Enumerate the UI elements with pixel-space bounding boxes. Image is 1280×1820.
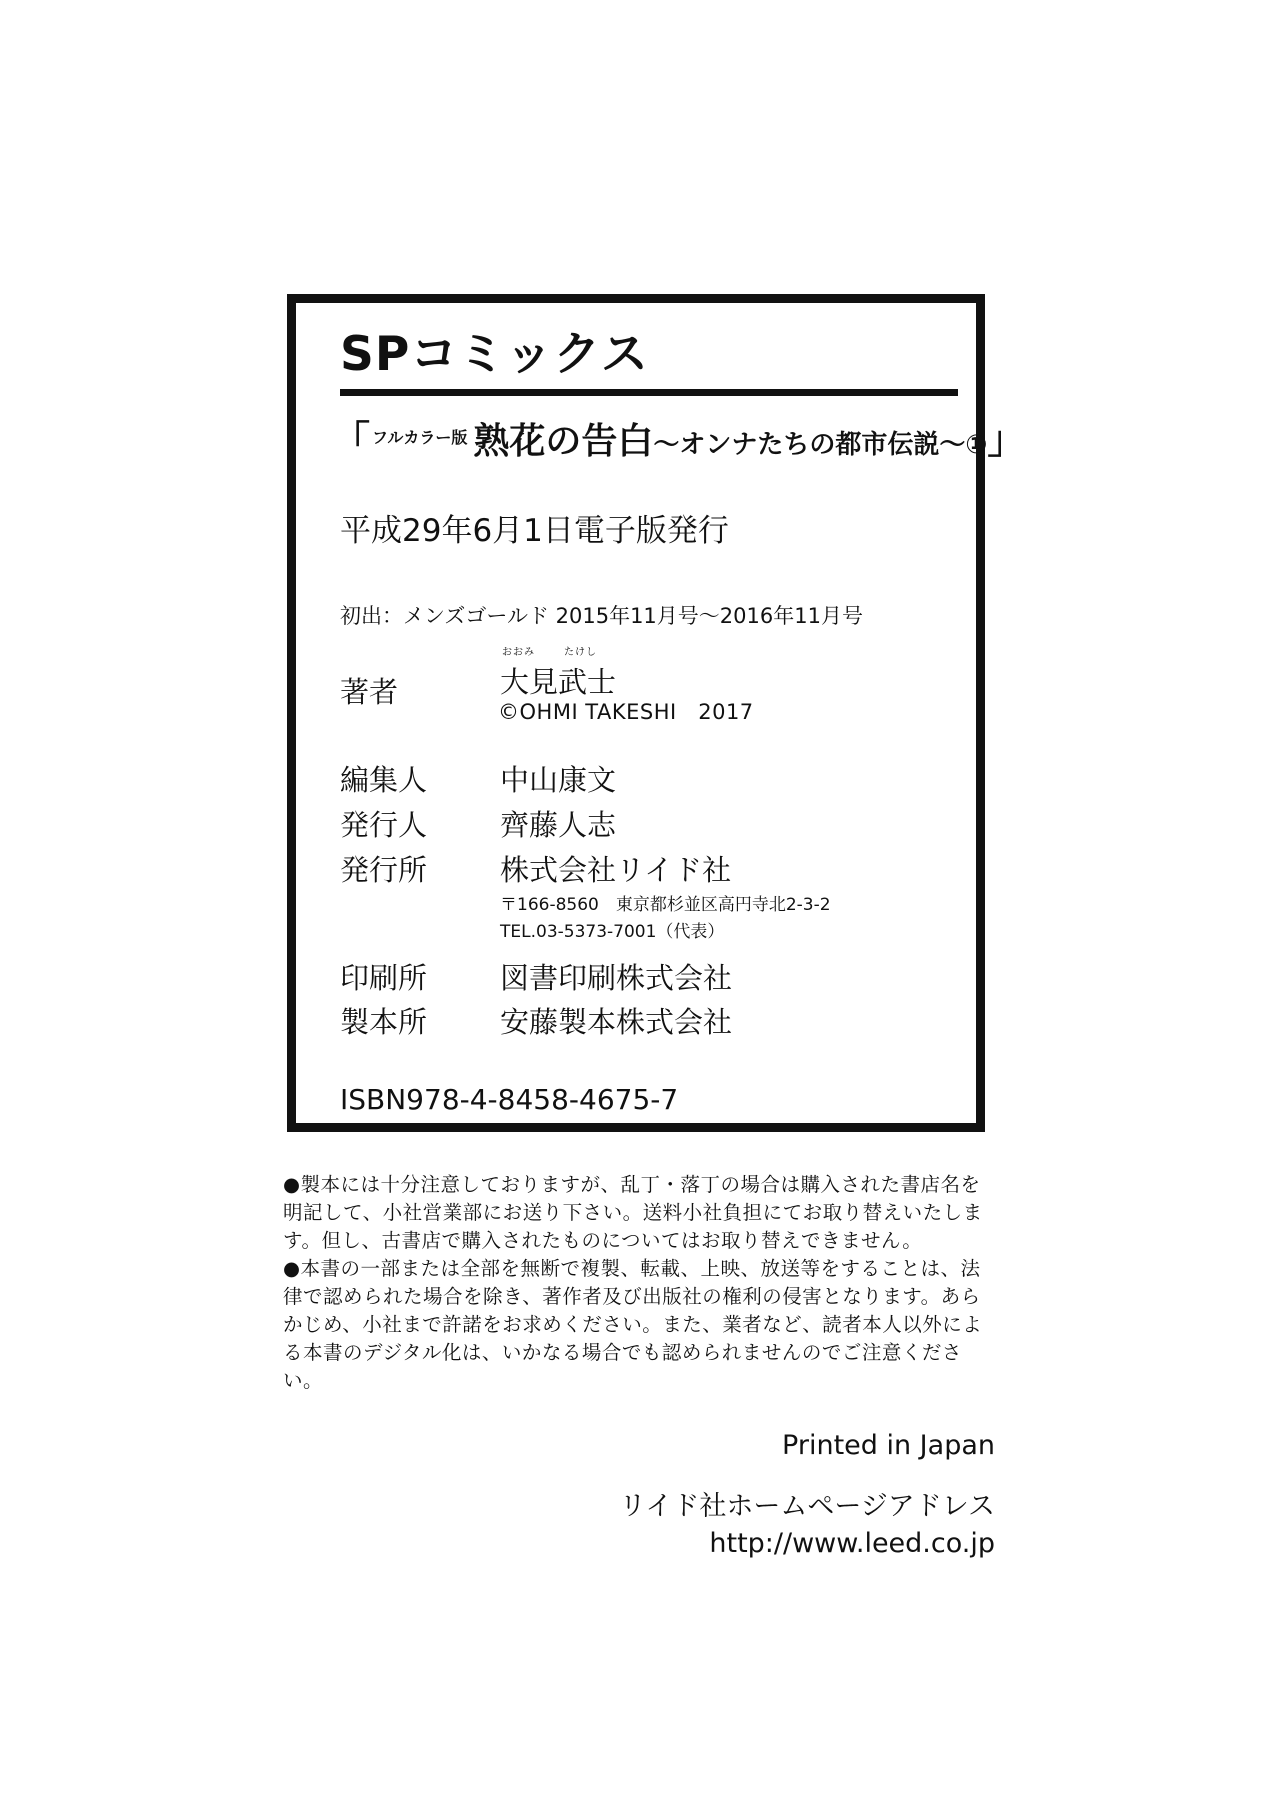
title-main: 熟花の告白 (473, 421, 654, 462)
notice-block (283, 1171, 999, 1395)
printer-label: 印刷所 (340, 961, 428, 995)
title-bracket-close: 」 (987, 418, 1026, 462)
isbn: ISBN978-4-8458-4675-7 (340, 1083, 679, 1116)
series-label: SPコミックス (340, 327, 649, 382)
publication-date: 平成29年6月1日電子版発行 (340, 513, 729, 549)
book-title (332, 418, 1026, 462)
colophon-box (287, 294, 1026, 1132)
series-rule (340, 389, 958, 396)
editor-label: 編集人 (340, 763, 428, 797)
printed-in: Printed in Japan (782, 1430, 995, 1461)
author-name: 大見武士 (500, 665, 617, 699)
title-subtitle: ～オンナたちの都市伝説～① (653, 430, 988, 460)
publisher-label: 発行所 (340, 853, 428, 887)
copyright: ©OHMI TAKESHI 2017 (498, 700, 754, 724)
author-ruby-family: おおみ (502, 647, 535, 658)
author-label: 著者 (340, 675, 399, 709)
publisher-name: 株式会社リイド社 (500, 853, 732, 887)
binder-name: 安藤製本株式会社 (500, 1005, 733, 1039)
publisher-address: 〒166-8560 東京都杉並区高円寺北2-3-2 (500, 895, 831, 915)
title-bracket-open: 「 (332, 418, 371, 462)
binder-label: 製本所 (340, 1005, 428, 1039)
printer-name: 図書印刷株式会社 (500, 961, 733, 995)
publisher-person-name: 齊藤人志 (500, 808, 617, 842)
first-appearance: 初出：メンズゴールド 2015年11月号～2016年11月号 (340, 604, 863, 628)
homepage-url: http://www.leed.co.jp (709, 1528, 995, 1559)
publisher-tel: TEL.03-5373-7001（代表） (500, 922, 725, 942)
publisher-person-label: 発行人 (340, 808, 428, 842)
editor-name: 中山康文 (500, 763, 617, 797)
notice-defects: ●製本には十分注意しておりますが、乱丁・落丁の場合は購入された書店名を明記して、小社営業部にお送り下さい。送料小社負担にてお取り替えいたします。但し、古書店で購入されたものについてはお取り替えできません。 (283, 1173, 983, 1252)
homepage-label: リイド社ホームページアドレス (619, 1491, 995, 1522)
title-edition: フルカラー版 (372, 428, 468, 447)
author-ruby-given: たけし (564, 647, 597, 658)
notice-copyright: ●本書の一部または全部を無断で複製、転載、上映、放送等をすることは、法律で認められた場合を除き、著作者及び出版社の権利の侵害となります。あらかじめ、小社まで許諾をお求めください。また、業者など、読者本人以外による本書のデジタル化は、いかなる場合でも認められませんのでご注意ください。 (283, 1257, 983, 1392)
